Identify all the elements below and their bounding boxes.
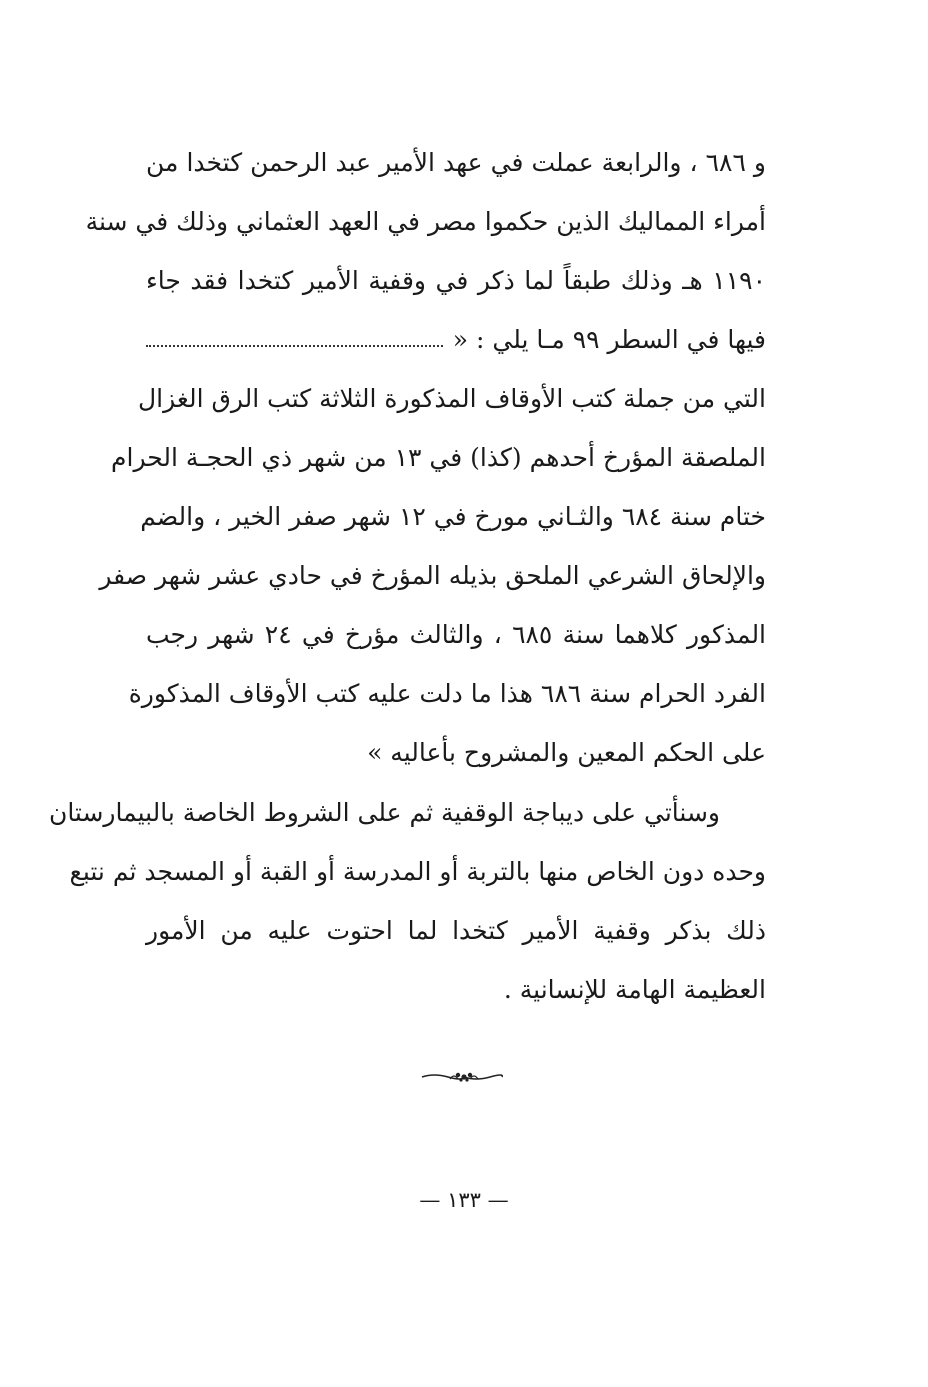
text-line: ذلك بذكر وقفية الأمير كتخدا لما احتوت عليه من الأمور bbox=[146, 916, 766, 945]
quote-lead-line bbox=[146, 310, 766, 369]
quote-lead-text: فيها في السطر ٩٩ مـا يلي : « bbox=[452, 325, 766, 354]
quoted-passage bbox=[99, 369, 767, 782]
text-line: المذكور كلاهما سنة ٦٨٥ ، والثالث مؤرخ في ٢٤ شهر رجب bbox=[146, 620, 767, 649]
page-number: — ١٣٣ — bbox=[419, 1188, 509, 1212]
text-line: أمراء المماليك الذين حكموا مصر في العهد العثماني وذلك في سنة bbox=[85, 207, 766, 236]
text-line: الملصقة المؤرخ أحدهم (كذا) في ١٣ من شهر ذي الحجـة الحرام bbox=[111, 443, 766, 472]
text-line: ختام سنة ٦٨٤ والثـاني مورخ في ١٢ شهر صفر الخير ، والضم bbox=[140, 502, 766, 531]
text-line: على الحكم المعين والمشروح بأعاليه » bbox=[367, 738, 766, 767]
text-line: ١١٩٠ هـ وذلك طبقاً لما ذكر في وقفية الأمير كتخدا فقد جاء bbox=[146, 266, 766, 295]
text-line: وسنأتي على ديباجة الوقفية ثم على الشروط الخاصة بالبيمارستان bbox=[48, 798, 720, 827]
text-line: والإلحاق الشرعي الملحق بذيله المؤرخ في حادي عشر شهر صفر bbox=[99, 561, 766, 590]
text-line: العظيمة الهامة للإنسانية . bbox=[503, 975, 766, 1004]
intro-paragraph bbox=[85, 133, 766, 369]
text-line: و ٦٨٦ ، والرابعة عملت في عهد الأمير عبد الرحمن كتخدا من bbox=[146, 148, 766, 177]
text-line: التي من جملة كتب الأوقاف المذكورة الثلاثة كتب الرق الغزال bbox=[137, 384, 766, 413]
closing-paragraph bbox=[48, 783, 766, 1019]
section-divider-ornament bbox=[420, 1066, 504, 1088]
text-line: وحده دون الخاص منها بالتربة أو المدرسة أو القبة أو المسجد ثم نتبع bbox=[69, 857, 766, 886]
dotted-leader bbox=[146, 345, 443, 347]
text-line: الفرد الحرام سنة ٦٨٦ هذا ما دلت عليه كتب الأوقاف المذكورة bbox=[128, 679, 766, 708]
